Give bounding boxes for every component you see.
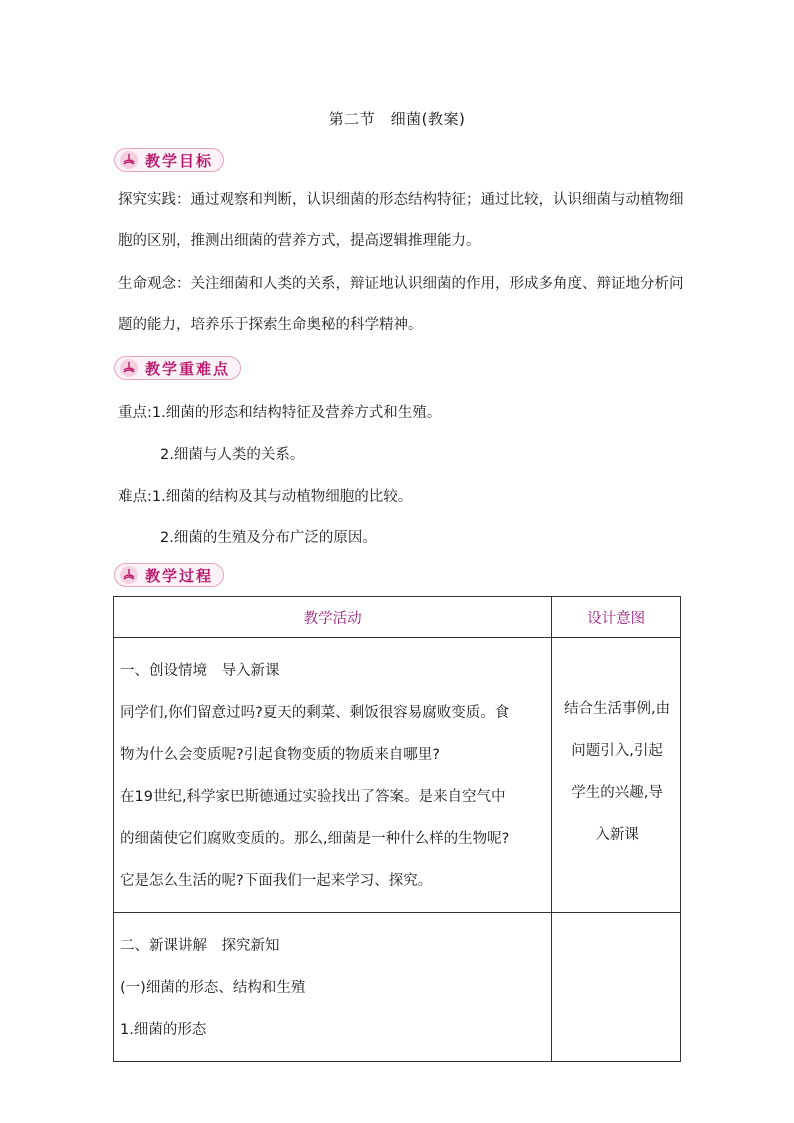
difficulty-point-1: 难点:1.细菌的结构及其与动植物细胞的比较。 bbox=[118, 489, 413, 505]
intent-line: 问题引入,引起 bbox=[571, 743, 663, 759]
activity-line: 物为什么会变质呢?引起食物变质的物质来自哪里? bbox=[120, 747, 440, 763]
section-badge-process bbox=[114, 562, 224, 588]
activity-line: 1.细菌的形态 bbox=[120, 1022, 207, 1038]
activity-cell bbox=[114, 638, 552, 913]
book-icon bbox=[119, 565, 139, 585]
badge-pill bbox=[114, 563, 224, 587]
focus-point-2: 2.细菌与人类的关系。 bbox=[160, 447, 305, 463]
section-badge-goals bbox=[114, 147, 224, 173]
goal-paragraph-1: 探究实践：通过观察和判断，认识细菌的形态结构特征；通过比较，认识细菌与动植物细胞的区别，推测出细菌的营养方式，提高逻辑推理能力。 bbox=[118, 192, 684, 249]
intent-cell bbox=[552, 913, 681, 1062]
goal-paragraph-2: 生命观念：关注细菌和人类的关系，辩证地认识细菌的作用，形成多角度、辩证地分析问题的能力，培养乐于探索生命奥秘的科学精神。 bbox=[118, 276, 684, 333]
page-title: 第二节 细菌(教案) bbox=[328, 110, 466, 128]
badge-label: 教学重难点 bbox=[145, 359, 231, 378]
header-intent: 设计意图 bbox=[552, 597, 681, 638]
badge-label: 教学过程 bbox=[145, 566, 214, 585]
focus-point-1: 重点:1.细菌的形态和结构特征及营养方式和生殖。 bbox=[118, 405, 442, 421]
section-badge-key-points bbox=[114, 355, 241, 381]
badge-label: 教学目标 bbox=[145, 151, 214, 170]
table-row bbox=[114, 913, 681, 1062]
badge-pill bbox=[114, 148, 224, 172]
activity-cell bbox=[114, 913, 552, 1062]
header-activity: 教学活动 bbox=[114, 597, 552, 638]
difficulty-point-2: 2.细菌的生殖及分布广泛的原因。 bbox=[160, 530, 377, 546]
badge-pill bbox=[114, 356, 241, 380]
activity-line: 二、新课讲解 探究新知 bbox=[120, 938, 280, 954]
book-icon bbox=[119, 358, 139, 378]
intent-line: 入新课 bbox=[595, 827, 639, 843]
activity-line: 同学们,你们留意过吗?夏天的剩菜、剩饭很容易腐败变质。食 bbox=[120, 705, 510, 721]
activity-line: 它是怎么生活的呢?下面我们一起来学习、探究。 bbox=[120, 873, 433, 889]
intent-cell bbox=[552, 638, 681, 913]
table-row bbox=[114, 638, 681, 913]
table-header-row bbox=[114, 597, 681, 638]
teaching-process-table bbox=[113, 596, 681, 1062]
book-icon bbox=[119, 150, 139, 170]
intent-line: 学生的兴趣,导 bbox=[571, 785, 663, 801]
activity-line: 一、创设情境 导入新课 bbox=[120, 663, 280, 679]
activity-line: (一)细菌的形态、结构和生殖 bbox=[120, 980, 306, 996]
intent-line: 结合生活事例,由 bbox=[564, 701, 671, 717]
activity-line: 在19世纪,科学家巴斯德通过实验找出了答案。是来自空气中 bbox=[120, 789, 506, 805]
activity-line: 的细菌使它们腐败变质的。那么,细菌是一种什么样的生物呢? bbox=[120, 831, 510, 847]
